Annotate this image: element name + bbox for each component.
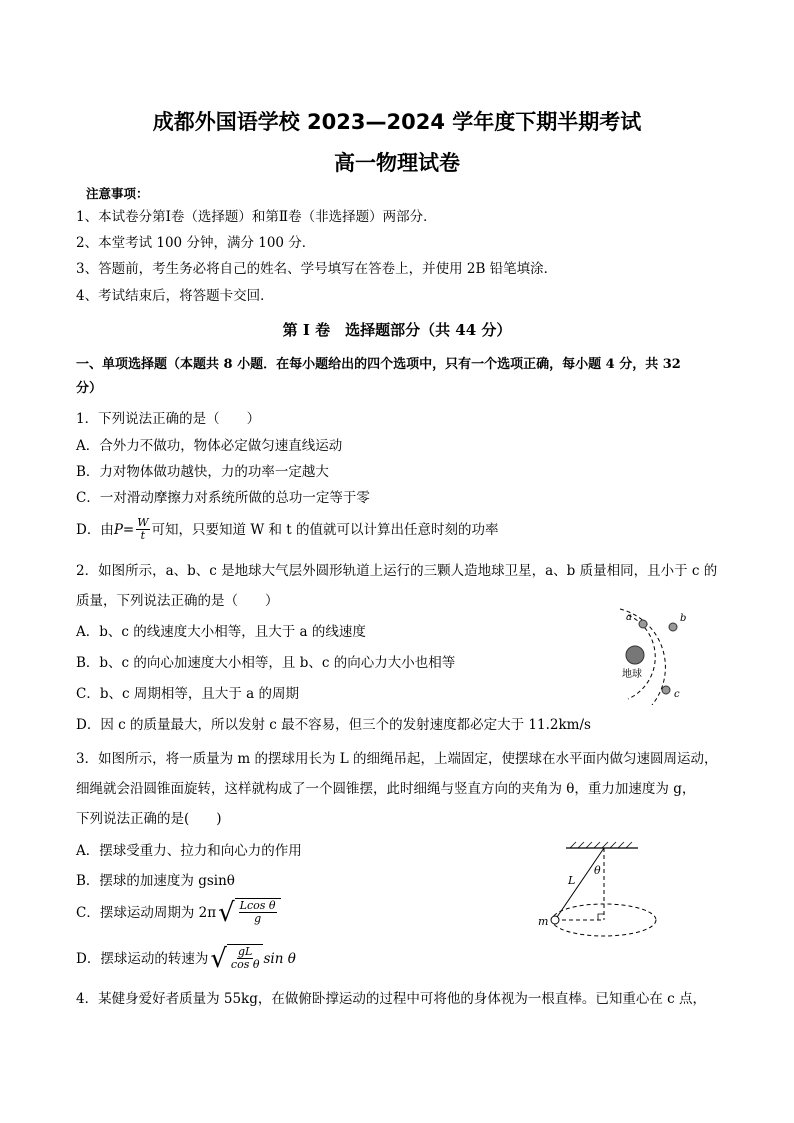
q2-option-d: D．因 c 的质量最大，所以发射 c 最不容易，但三个的发射速度都必定大于 11.2km/s <box>76 717 591 733</box>
satellite-c-icon <box>662 686 670 694</box>
section1-line2: 分） <box>76 381 103 396</box>
conical-pendulum-figure <box>530 838 690 948</box>
string-line <box>555 848 604 920</box>
q3-c-numerator: Lcos θ <box>239 899 276 912</box>
q1-d-symbol: P <box>113 521 123 538</box>
q3-c-sqrt <box>218 898 280 928</box>
notice-item-3: 3、答题前，考生务必将自己的姓名、学号填写在答卷上，并使用 2B 铅笔填涂． <box>76 261 558 277</box>
satellite-b-label: b <box>680 613 687 624</box>
q3-option-a: A．摆球受重力、拉力和向心力的作用 <box>76 843 302 859</box>
q3-option-b: B．摆球的加速度为 gsinθ <box>76 873 235 889</box>
part1-title: 第 I 卷 选择题部分（共 44 分） <box>282 321 512 339</box>
q2-option-c: C．b、c 周期相等，且大于 a 的周期 <box>76 686 299 702</box>
section1-line1: 一、单项选择题（本题共 8 小题．在每小题给出的四个选项中，只有一个选项正确，每小题 4 分，共 32 <box>76 357 681 372</box>
q3-d-prefix: D．摆球运动的转速为 <box>76 951 209 967</box>
earth-label: 地球 <box>622 669 642 680</box>
satellite-c-label: c <box>674 689 680 700</box>
satellite-b-icon <box>669 623 677 631</box>
bob-icon <box>551 916 559 924</box>
q3-d-sqrt <box>210 944 263 974</box>
notice-item-2: 2、本堂考试 100 分钟，满分 100 分． <box>76 235 316 251</box>
q1-option-c: C．一对滑动摩擦力对系统所做的总功一定等于零 <box>76 490 370 506</box>
satellite-a-icon <box>639 620 647 628</box>
sqrt-symbol: √ <box>218 898 235 928</box>
q1-d-equals: = <box>122 521 135 538</box>
q3-c-prefix: C．摆球运动周期为 2π <box>76 905 217 921</box>
q3-c-denominator: g <box>254 912 262 925</box>
q3-stem-1: 3．如图所示，将一质量为 m 的摆球用长为 L 的细绳吊起，上端固定，使摆球在水平面内做匀速圆周运动， <box>76 751 718 767</box>
q3-option-d <box>76 944 296 974</box>
q1-d-denominator: t <box>140 529 146 542</box>
q1-option-d <box>76 517 499 542</box>
satellite-a-label: a <box>626 612 632 623</box>
ceiling-hatch <box>570 842 632 848</box>
q1-option-b: B．力对物体做功越快，力的功率一定越大 <box>76 464 329 480</box>
q1-d-numerator: W <box>137 516 149 529</box>
q3-c-fraction <box>239 900 277 928</box>
q3-c-radicand <box>235 898 281 928</box>
q1-d-suffix: 可知，只要知道 W 和 t 的值就可以计算出任意时刻的功率 <box>151 521 499 538</box>
q1-d-fraction <box>136 517 149 542</box>
q1-d-prefix: D．由 <box>76 521 114 538</box>
q3-d-denominator: cos θ <box>230 958 260 971</box>
notice-item-4: 4、考试结束后，将答题卡交回． <box>76 288 274 304</box>
q4-stem-1: 4．某健身爱好者质量为 55kg，在做俯卧撑运动的过程中可将他的身体视为一根直棒。已知重心在 c 点， <box>76 991 707 1007</box>
mass-label: m <box>538 915 549 928</box>
sqrt-symbol: √ <box>210 944 227 974</box>
q3-d-suffix: sin θ <box>263 951 296 967</box>
earth-icon <box>626 646 644 664</box>
right-angle-mark <box>598 914 604 920</box>
q2-stem-2: 质量，下列说法正确的是（ ） <box>76 593 279 609</box>
notice-heading: 注意事项： <box>86 186 149 201</box>
q3-option-c <box>76 898 281 928</box>
q1-option-a: A．合外力不做功，物体必定做匀速直线运动 <box>76 438 343 454</box>
q3-d-radicand <box>227 944 264 974</box>
exam-title: 成都外国语学校 2023—2024 学年度下期半期考试 <box>152 110 642 134</box>
q1-stem: 1．下列说法正确的是（ ） <box>76 411 261 427</box>
length-label: L <box>568 874 576 887</box>
q3-stem-3: 下列说法正确的是( ) <box>76 811 222 827</box>
exam-subtitle: 高一物理试卷 <box>334 151 460 175</box>
q3-d-fraction <box>231 946 260 974</box>
q2-option-a: A．b、c 的线速度大小相等，且大于 a 的线速度 <box>76 624 366 640</box>
angle-label: θ <box>594 864 601 877</box>
q3-d-numerator: gL <box>238 945 253 958</box>
q2-option-b: B．b、c 的向心加速度大小相等，且 b、c 的向心力大小也相等 <box>76 655 456 671</box>
q3-stem-2: 细绳就会沿圆锥面旋转，这样就构成了一个圆锥摆，此时细绳与竖直方向的夹角为 θ，重力加速度为 g， <box>76 781 696 797</box>
notice-item-1: 1、本试卷分第Ⅰ卷（选择题）和第Ⅱ卷（非选择题）两部分． <box>76 209 437 225</box>
satellite-orbit-figure <box>600 605 700 705</box>
q2-stem-1: 2．如图所示，a、b、c 是地球大气层外圆形轨道上运行的三颗人造地球卫星，a、b 质量相同，且小于 c 的 <box>76 563 718 579</box>
